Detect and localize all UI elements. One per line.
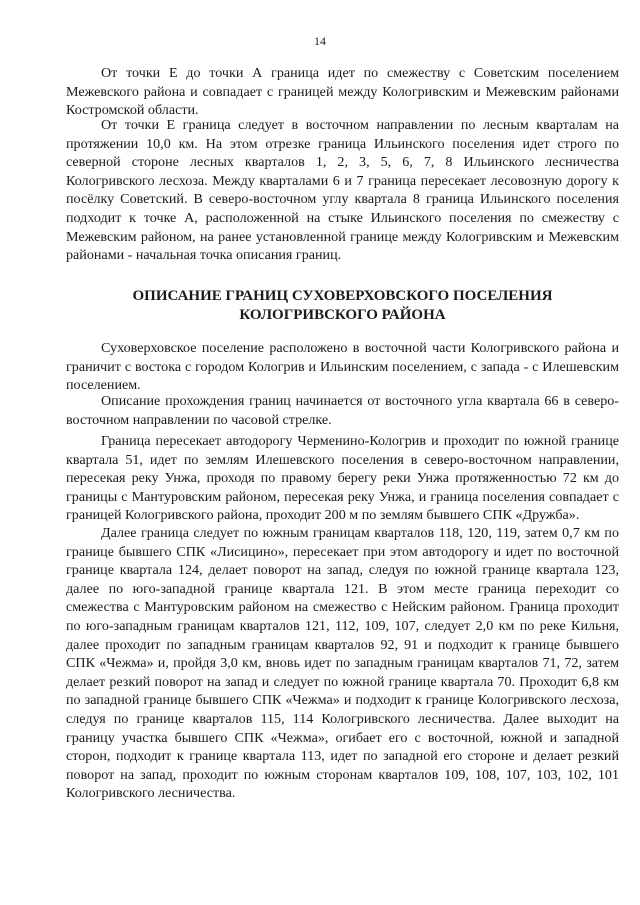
section-heading	[66, 287, 619, 325]
paragraph-border-soviet: От точки Е до точки А граница идет по смежеству с Советским поселением Межевского района и совпадает с границей между Кологривским и Межевским районами Костромской области.	[66, 65, 619, 119]
paragraph-border-continuation: Далее граница следует по южным границам кварталов 118, 120, 119, затем 0,7 км по границе бывшего СПК «Лисицино», пересекает при этом автодорогу и идет по восточной границе квартала 124, делает поворот на запад, следуя по южной границе квартала 123, далее по юго-западной границе квартала 121. В этом месте граница переходит со смежества с Мантуровским районом на смежество с Нейским районом. Граница проходит по юго-западным границам кварталов 121, 112, 109, 107, следует 2,0 км по реке Кильня, далее проходит по западным границам кварталов 92, 91 и подходит к границе бывшего СПК «Чежма» и, пройдя 3,0 км, вновь идет по западным границам кварталов 71, 72, затем делает резкий поворот на запад и следует по южной границе квартала 70. Проходит 6,8 км по западной границе бывшего СПК «Чежма» и подходит к границе Кологривского лесхоза, следуя по границе кварталов 115, 114 Кологривского лесничества. Далее выходит на границу участка бывшего СПК «Чежма», огибает его с восточной, южной и западной сторон, подходит к границе квартала 113, идет по западной его стороне и делает резкий поворот на запад, проходит по южным сторонам кварталов 109, 108, 107, 103, 102, 101 Кологривского лесничества.	[66, 525, 619, 802]
page-number: 14	[314, 34, 326, 48]
paragraph-location: Суховерховское поселение расположено в восточной части Кологривского района и граничит с востока с городом Кологрив и Ильинским поселением, с запада - с Илешевским поселением.	[66, 340, 619, 394]
paragraph-border-east: От точки Е граница следует в восточном направлении по лесным кварталам на протяжении 10,0 км. На этом отрезке граница Ильинского поселения идет строго по северной стороне лесных кварталов 1, 2, 3, 5, 6, 7, 8 Ильинского лесничества Кологривского лесхоза. Между кварталами 6 и 7 граница пересекает лесовозную дорогу к посёлку Советский. В северо-восточном углу квартала 8 граница Ильинского поселения подходит к точке А, расположенной на стыке Ильинского поселения по смежеству с Межевским районом, на ранее установленной границе между Кологривским и Межевским районами - начальная точка описания границ.	[66, 117, 619, 264]
section-heading-line1: ОПИСАНИЕ ГРАНИЦ СУХОВЕРХОВСКОГО ПОСЕЛЕНИЯ	[132, 288, 553, 304]
paragraph-start: Описание прохождения границ начинается от восточного угла квартала 66 в северо-восточном направлении по часовой стрелке.	[66, 393, 619, 428]
section-heading-line2: КОЛОГРИВСКОГО РАЙОНА	[239, 307, 446, 323]
paragraph-border-route: Граница пересекает автодорогу Черменино-Кологрив и проходит по южной границе квартала 51, идет по землям Илешевского поселения в северо-восточном направлении, пересекая реку Унжа, проходя по правому берегу реки Унжа протяженностью 72 км до границы с Мантуровским районом, пересекая реку Унжа, и граница поселения совпадает с границей Кологривского района, проходит 200 м по землям бывшего СПК «Дружба».	[66, 433, 619, 524]
